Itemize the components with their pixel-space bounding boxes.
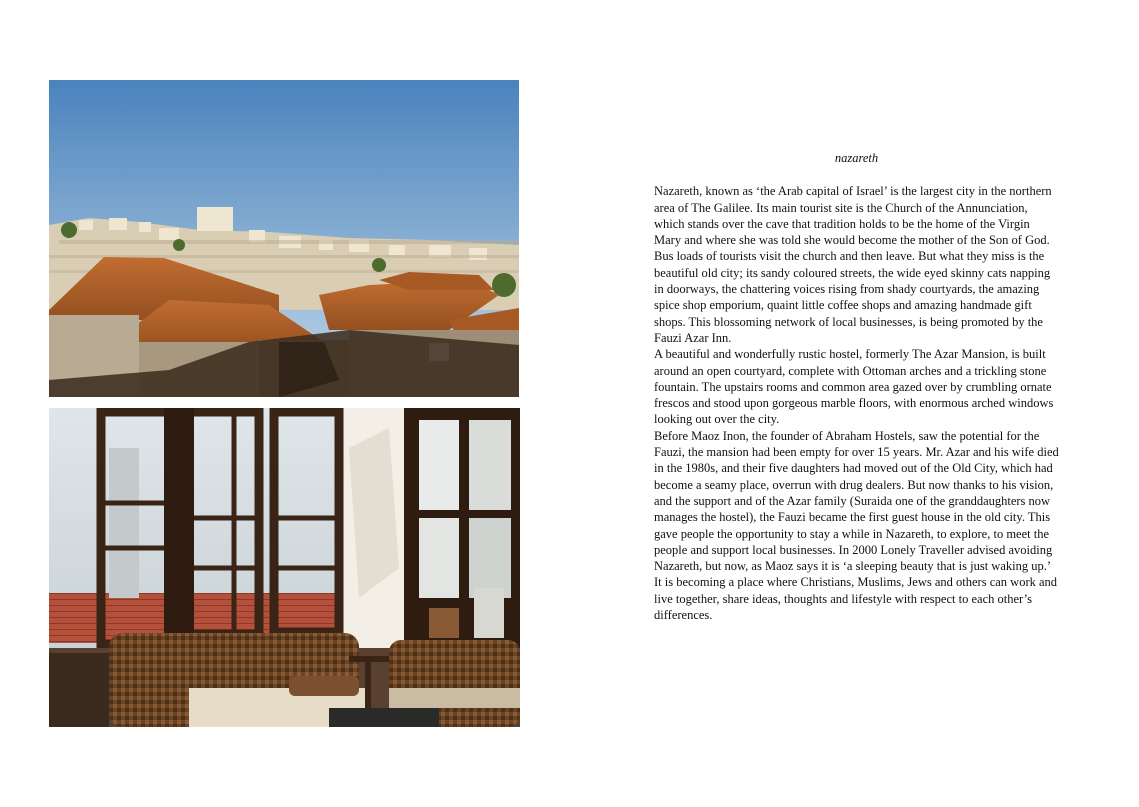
article-paragraph: Bus loads of tourists visit the church and then leave. But what they miss is the beautiful old city; its sandy coloured streets, the wide eyed skinny cats napping in doorways, the chattering voices rising from shady courtyards, the amazing spice shop emporium, quaint little coffee shops and amazing handmade gift shops. This blossoming network of local businesses, is being promoted by the Fauzi Azar Inn.	[654, 249, 1051, 345]
hostel-interior-photo	[49, 408, 520, 727]
article-title: nazareth	[834, 151, 879, 165]
city-rooftops-photo	[49, 80, 519, 397]
article-paragraph: Before Maoz Inon, the founder of Abraham Hostels, saw the potential for the Fauzi, the mansion had been empty for over 15 years. Mr. Azar and his wife died in the 1980s, and their five daughters had moved out of the Old City, which had become a seamy place, overrun with drug dealers. But now thanks to his vision, and the support and of the Azar family (Suraida one of the granddaughters now manages the hostel), the Fauzi became the first guest house in the old city. This gave people the opportunity to stay a while in Nazareth, to explore, to meet the people and support local businesses. In 2000 Lonely Traveller advised avoiding Nazareth, but now, as Maoz says it is ‘a sleeping beauty that is just waking up.’ It is becoming a place where Christians, Muslims, Jews and others can work and live together, share ideas, thoughts and lifestyle with respect to each other’s differences.	[654, 428, 1059, 623]
article	[654, 150, 1059, 623]
article-paragraph: A beautiful and wonderfully rustic hostel, formerly The Azar Mansion, is built around an open courtyard, complete with Ottoman arches and a trickling stone fountain. The upstairs rooms and common area gazed over by crumbling ornate frescos and stood upon gorgeous marble floors, with enormous arched windows looking out over the city.	[654, 347, 1054, 427]
article-paragraph: Nazareth, known as ‘the Arab capital of Israel’ is the largest city in the northern area of The Galilee. Its main tourist site is the Church of the Annunciation, which stands over the cave that tradition holds to be the home of the Virgin Mary and where she was told she would become the mother of the Son of God.	[654, 184, 1052, 248]
